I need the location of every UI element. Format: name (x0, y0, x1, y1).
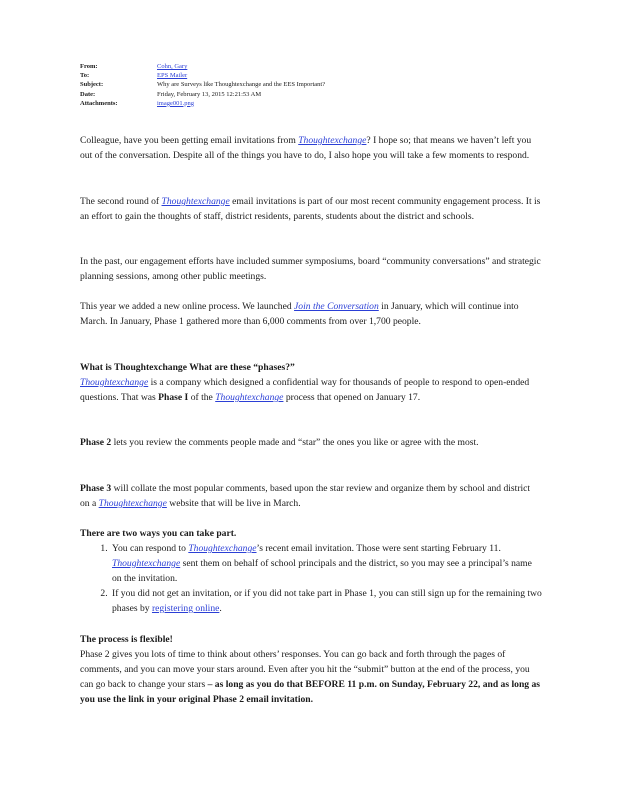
section-heading-flexible: The process is flexible! (80, 634, 173, 645)
paragraph-this-year (80, 299, 542, 329)
phase-3-text-a: will collate the most popular comments, based upon the star review and organize them by school and district on a (80, 483, 531, 509)
paragraph-past-engagement (80, 254, 542, 284)
header-subject-row (80, 80, 325, 89)
way-2-text-b: . (219, 603, 222, 614)
from-label: From: (80, 63, 98, 70)
paragraph-second-round (80, 194, 542, 224)
second-round-text-a: The second round of (80, 196, 162, 207)
intro-text-b: ? I hope so; that means we haven’t left you out of the conversation. Despite all of the things you have to do, I also hope you will take a few moments to respond. (80, 135, 532, 161)
thoughtexchange-link[interactable]: Thoughtexchange (298, 135, 367, 146)
to-value[interactable]: EPS Mailer (157, 72, 188, 80)
way-1-text-c: sent them on behalf of school principals and the district, so you may see a principal’s name on the invitation. (112, 558, 532, 584)
this-year-text-a: This year we added a new online process. We launched (80, 301, 295, 312)
thoughtexchange-link[interactable]: Thoughtexchange (161, 196, 230, 207)
phase-one-label: Phase I (158, 392, 189, 403)
date-value: Friday, February 13, 2015 12:21:53 AM (157, 90, 262, 98)
join-conversation-link[interactable]: Join the Conversation (294, 301, 379, 312)
section-heading-what-is: What is Thoughtexchange What are these “phases?” (80, 362, 295, 373)
header-from-row (80, 62, 325, 71)
paragraph-phase-3 (80, 481, 542, 511)
way-1-text-a: You can respond to (112, 543, 189, 554)
section-what-is (80, 360, 542, 405)
list-item (110, 586, 542, 616)
way-1-text-b: ’s recent email invitation. Those were sent starting February 11. (256, 543, 501, 554)
attachment-link[interactable]: image001.png (157, 99, 195, 107)
subject-label: Subject: (80, 81, 104, 89)
flexible-text: Phase 2 gives you lots of time to think about others’ responses. You can go back and forth through the pages of comments, and you can move your stars around. Even after you hit the “submit” button at the end of the process, you can go back to change your stars (80, 649, 530, 690)
section-process-flexible (80, 632, 542, 707)
this-year-text-b: in January, which will continue into March. In January, Phase 1 gathered more than 6,000 comments from over 1,700 people. (80, 301, 519, 327)
header-date-row (80, 90, 325, 99)
phase-3-text-b: website that will be live in March. (166, 498, 301, 509)
flexible-deadline-text: – as long as you do that BEFORE 11 p.m. on Sunday, February 22, and as long as you use the link in your original Phase 2 email invitation. (80, 679, 541, 705)
header-attachments-row (80, 99, 325, 108)
thoughtexchange-link[interactable]: Thoughtexchange (215, 392, 284, 403)
date-label: Date: (80, 90, 96, 98)
what-is-text-c: process that opened on January 17. (283, 392, 421, 403)
phase-3-label: Phase 3 (80, 483, 112, 494)
ways-list (80, 541, 542, 616)
registering-online-link[interactable]: registering online (151, 603, 220, 614)
email-header (80, 62, 325, 108)
paragraph-phase-2 (80, 435, 542, 450)
second-round-text-b: email invitations is part of our most recent community engagement process. It is an effort to gain the thoughts of staff, district residents, parents, students about the district and schools. (80, 196, 541, 222)
paragraph-intro (80, 133, 542, 163)
subject-value: Why are Surveys like Thoughtexchange and the EES Important? (157, 81, 326, 89)
past-engagement-text: In the past, our engagement efforts have included summer symposiums, board “community conversations” and strategic planning sessions, among other public meetings. (80, 256, 541, 282)
attachments-label: Attachments: (80, 99, 118, 107)
section-heading-two-ways: There are two ways you can take part. (80, 528, 237, 539)
phase-2-label: Phase 2 (80, 437, 112, 448)
phase-2-text: lets you review the comments people made and “star” the ones you like or agree with the most. (111, 437, 479, 448)
thoughtexchange-link[interactable]: Thoughtexchange (188, 543, 257, 554)
thoughtexchange-link[interactable]: Thoughtexchange (80, 377, 149, 388)
thoughtexchange-link[interactable]: Thoughtexchange (98, 498, 167, 509)
from-value[interactable]: Cohn, Gary (157, 63, 188, 70)
to-label: To: (80, 72, 90, 80)
what-is-text-b: of the (188, 392, 216, 403)
list-item (110, 541, 542, 586)
header-to-row (80, 71, 325, 80)
what-is-text-a: is a company which designed a confidential way for thousands of people to respond to open-ended questions. That was (80, 377, 530, 403)
section-two-ways (80, 526, 542, 616)
thoughtexchange-link[interactable]: Thoughtexchange (112, 558, 181, 569)
intro-text-a: Colleague, have you been getting email invitations from (80, 135, 299, 146)
way-2-text-a: If you did not get an invitation, or if you did not take part in Phase 1, you can still sign up for the remaining two phases by (112, 588, 542, 614)
